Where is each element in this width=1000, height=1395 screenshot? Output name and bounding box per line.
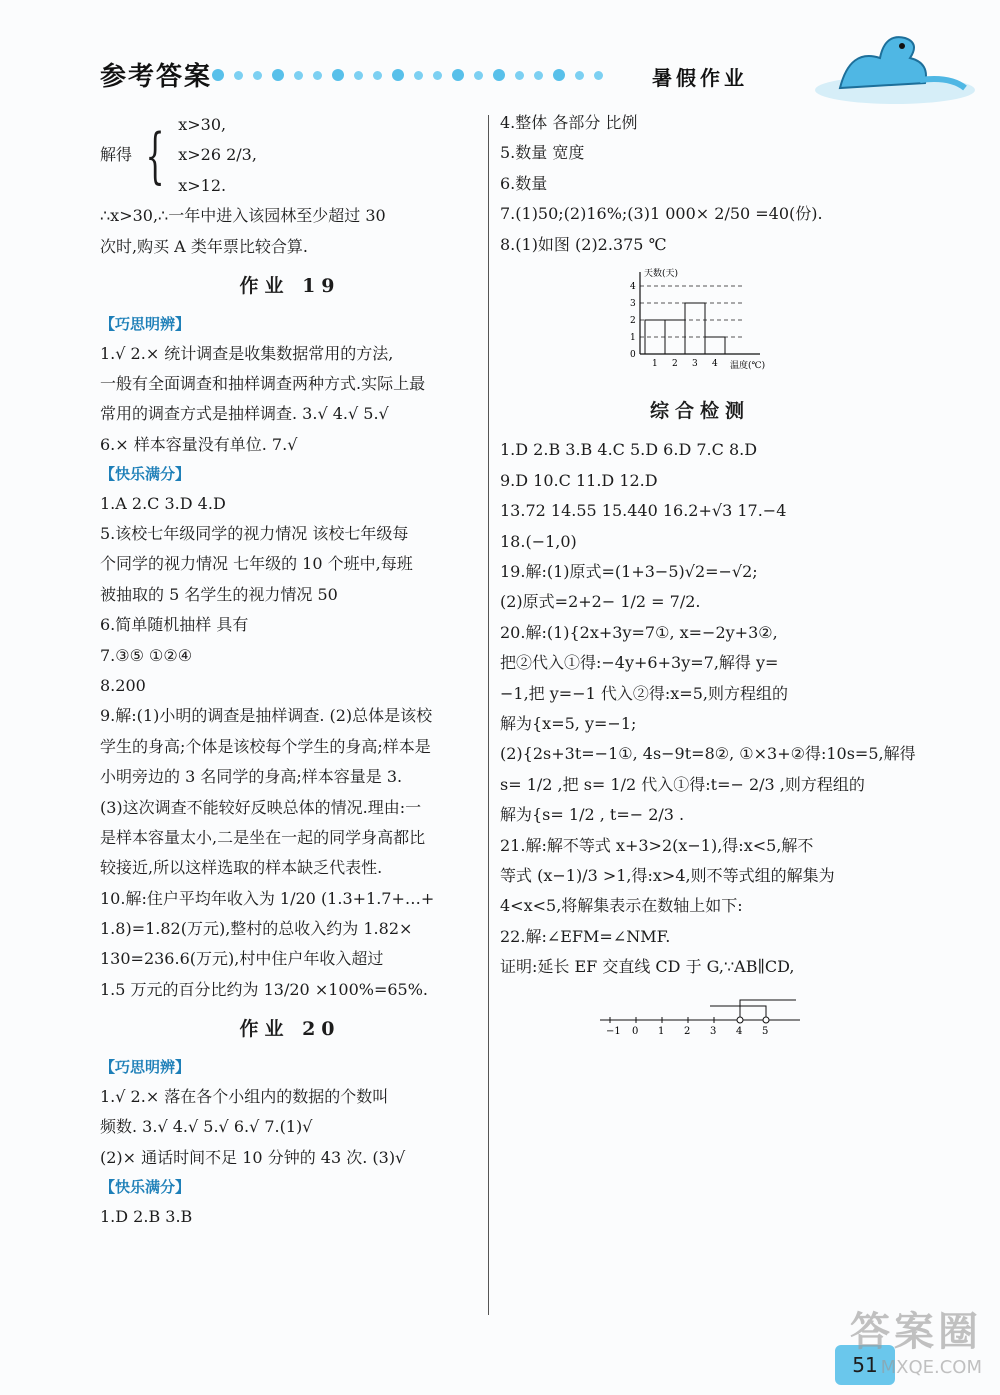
- text-line: 9.解:(1)小明的调查是抽样调查. (2)总体是该校: [100, 706, 433, 726]
- text-line: s= 1/2 ,把 s= 1/2 代入①得:t=− 2/3 ,则方程组的: [500, 774, 865, 794]
- tick-label: 4: [736, 1026, 743, 1036]
- text-line: 次时,购买 A 类年票比较合算.: [100, 236, 308, 256]
- text-line: 7.③⑤ ①②④: [100, 645, 193, 665]
- section-tag: 【巧思明辨】: [100, 1058, 191, 1077]
- bar: [705, 337, 725, 354]
- text-line: 9.D 10.C 11.D 12.D: [500, 470, 658, 490]
- tick-label: 0: [632, 1026, 639, 1036]
- text-line: 8.(1)如图 (2)2.375 ℃: [500, 234, 667, 254]
- tick-label: −1: [606, 1026, 621, 1036]
- y-tick-label: 0: [630, 349, 636, 360]
- text-line: 13.72 14.55 15.440 16.2+√3 17.−4: [500, 501, 787, 521]
- text-line: 较接近,所以这样选取的样本缺乏代表性.: [100, 858, 383, 878]
- temperature-bar-chart: [610, 266, 780, 371]
- text-line: 18.(−1,0): [500, 531, 577, 551]
- y-tick-label: 2: [630, 315, 636, 326]
- text-line: −1,把 y=−1 代入②得:x=5,则方程组的: [500, 683, 788, 703]
- text-line: 等式 (x−1)/3 >1,得:x>4,则不等式组的解集为: [500, 865, 835, 885]
- homework-19-title: 作业 19: [239, 274, 341, 297]
- bar: [685, 303, 705, 354]
- text-line: 6.简单随机抽样 具有: [100, 615, 249, 635]
- tick-label: 2: [684, 1026, 691, 1036]
- right-column: [500, 108, 916, 1046]
- text-line: 6.数量: [500, 173, 548, 193]
- section-title: 综合检测: [649, 400, 750, 423]
- x-tick-label: 4: [712, 358, 718, 369]
- brace-icon: {: [145, 120, 165, 191]
- brace-line: x>26 2/3,: [178, 145, 257, 165]
- brand-title: 暑假作业: [652, 66, 748, 90]
- brace-line: x>30,: [178, 115, 227, 134]
- text-line: (3)这次调查不能较好反映总体的情况.理由:一: [100, 797, 422, 817]
- text-line: 6.× 样本容量没有单位. 7.√: [100, 434, 298, 454]
- text-line: 解为{x=5, y=−1;: [500, 713, 637, 733]
- text-line: 10.解:住户平均年收入为 1/20 (1.3+1.7+…+: [100, 888, 435, 908]
- text-line: 解为{s= 1/2 , t=− 2/3 .: [500, 805, 685, 825]
- x-tick-label: 2: [672, 358, 678, 369]
- text-line: 22.解:∠EFM=∠NMF.: [500, 926, 671, 946]
- text-line: (2)× 通话时间不足 10 分钟的 43 次. (3)√: [100, 1147, 406, 1167]
- text-line: 1.√ 2.× 统计调查是收集数据常用的方法,: [100, 343, 394, 363]
- text-line: 7.(1)50;(2)16%;(3)1 000× 2/50 =40(份).: [500, 204, 823, 224]
- y-tick-label: 3: [630, 298, 636, 309]
- y-tick-label: 4: [630, 281, 636, 292]
- solution-ray-gt-4: [740, 1000, 796, 1020]
- watermark-logo: 答案圈: [850, 1309, 982, 1355]
- text-line: 5.数量 宽度: [500, 143, 585, 163]
- page-number: 51: [835, 1345, 895, 1385]
- column-divider: [488, 115, 489, 1315]
- x-tick-label: 1: [652, 358, 658, 369]
- x-axis-label: 温度(℃): [730, 360, 766, 371]
- text-line: 频数. 3.√ 4.√ 5.√ 6.√ 7.(1)√: [100, 1117, 313, 1137]
- y-axis-label: 天数(天): [644, 268, 679, 279]
- brace-line: x>12.: [178, 175, 227, 195]
- section-tag: 【快乐满分】: [100, 465, 191, 484]
- text-line: 个同学的视力情况 七年级的 10 个班中,每班: [100, 554, 413, 574]
- section-tag: 【巧思明辨】: [100, 315, 191, 334]
- text-line: 4.整体 各部分 比例: [500, 113, 638, 132]
- text-line: 小明旁边的 3 名同学的身高;样本容量是 3.: [100, 767, 403, 787]
- tick-label: 1: [658, 1026, 665, 1036]
- text-line: 学生的身高;个体是该校每个学生的身高;样本是: [100, 736, 431, 756]
- page-header: [0, 0, 1000, 105]
- number-line: [600, 990, 810, 1035]
- text-line: 20.解:(1){2x+3y=7①, x=−2y+3②,: [500, 622, 778, 642]
- homework-20-title: 作业 20: [239, 1018, 341, 1041]
- text-line: 130=236.6(万元),村中住户年收入超过: [100, 949, 384, 969]
- x-tick-label: 3: [692, 358, 698, 369]
- text-line: 被抽取的 5 名学生的视力情况 50: [100, 584, 338, 604]
- text-line: 5.该校七年级同学的视力情况 该校七年级每: [100, 524, 409, 543]
- section-tag: 【快乐满分】: [100, 1178, 191, 1197]
- dinosaur-mascot-icon: [810, 18, 980, 108]
- text-line: 4<x<5,将解集表示在数轴上如下:: [500, 896, 743, 916]
- text-line: (2)原式=2+2− 1/2 = 7/2.: [500, 592, 701, 612]
- tick-label: 3: [710, 1026, 717, 1036]
- text-line: 1.√ 2.× 落在各个小组内的数据的个数叫: [100, 1086, 389, 1106]
- y-tick-label: 1: [630, 332, 636, 343]
- text-line: 是样本容量太小,二是坐在一起的同学身高都比: [100, 827, 426, 847]
- text-line: ∴x>30,∴一年中进入该园林至少超过 30: [100, 206, 386, 226]
- text-line: 1.A 2.C 3.D 4.D: [100, 493, 226, 513]
- text-line: 1.D 2.B 3.B 4.C 5.D 6.D 7.C 8.D: [500, 440, 758, 460]
- decorative-dots: [212, 69, 603, 81]
- text-line: 1.D 2.B 3.B: [100, 1206, 193, 1226]
- text-line: 1.5 万元的百分比约为 13/20 ×100%=65%.: [100, 979, 429, 999]
- text-line: 8.200: [100, 675, 146, 695]
- text-line: 21.解:解不等式 x+3>2(x−1),得:x<5,解不: [500, 835, 814, 855]
- watermark-url: MXQE.COM: [880, 1357, 982, 1378]
- page-title: 参考答案: [100, 62, 213, 92]
- text-line: 1.8)=1.82(万元),整村的总收入约为 1.82×: [100, 919, 413, 939]
- open-point: [737, 1017, 743, 1023]
- watermark: [850, 1300, 982, 1378]
- open-point: [763, 1017, 769, 1023]
- text-line: 把②代入①得:−4y+6+3y=7,解得 y=: [500, 653, 779, 673]
- left-column: [100, 110, 480, 1232]
- text-line: 常用的调查方式是抽样调查. 3.√ 4.√ 5.√: [100, 404, 389, 424]
- inequality-system: [100, 110, 480, 201]
- tick-label: 5: [762, 1026, 769, 1036]
- text-line: 一般有全面调查和抽样调查两种方式.实际上最: [100, 373, 426, 393]
- brace-prefix: 解得: [100, 145, 133, 165]
- text-line: (2){2s+3t=−1①, 4s−9t=8②, ①×3+②得:10s=5,解得: [500, 744, 916, 764]
- text-line: 证明:延长 EF 交直线 CD 于 G,∵AB∥CD,: [500, 957, 795, 977]
- text-line: 19.解:(1)原式=(1+3−5)√2=−√2;: [500, 562, 758, 581]
